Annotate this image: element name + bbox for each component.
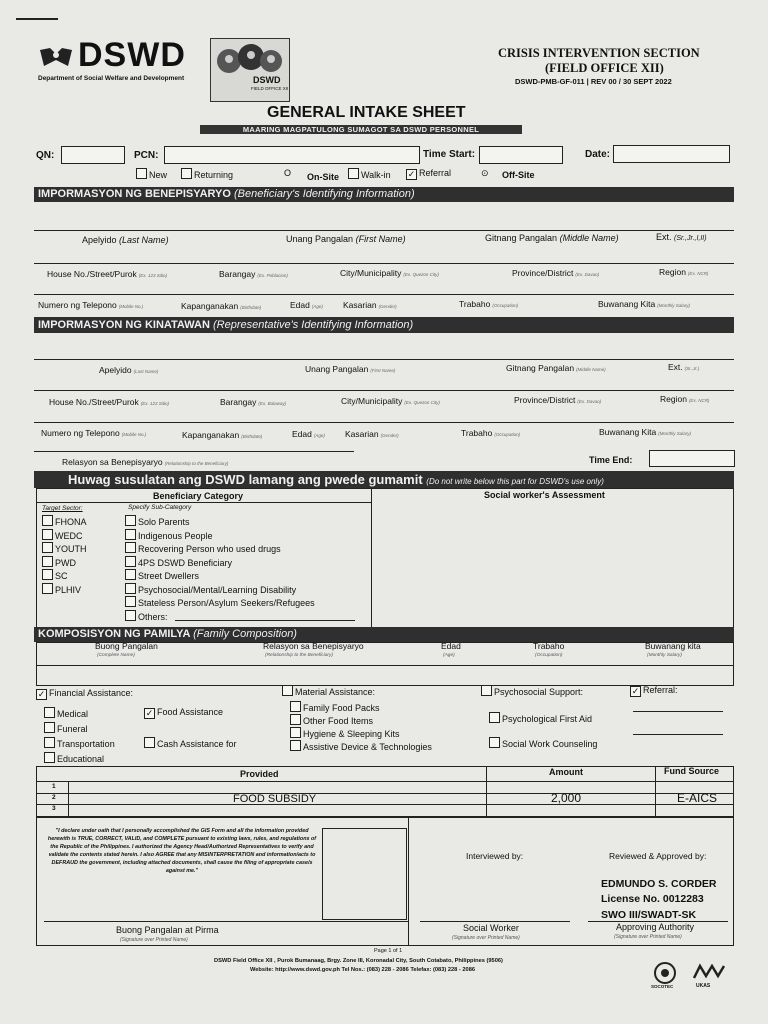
category-header-line xyxy=(36,502,371,503)
family-column-header: Buong Pangalan xyxy=(95,641,158,651)
educational-checkbox[interactable] xyxy=(44,752,104,764)
cash-assistance-label: Cash Assistance for xyxy=(157,739,237,749)
time-end-label: Time End: xyxy=(589,455,633,465)
office-use-bar xyxy=(34,471,734,488)
subcategory-label: Street Dwellers xyxy=(138,571,200,581)
sector-label: FHONA xyxy=(55,517,87,527)
provided-amount[interactable]: 2,000 xyxy=(551,791,582,805)
educational-label: Educational xyxy=(57,754,105,764)
on-site-radio-icon: O xyxy=(284,168,292,178)
beneficiary-city-label: City/Municipality (Ex. Quezon City) xyxy=(340,268,439,278)
beneficiary-gitnang-label: Gitnang Pangalan (Middle Name) xyxy=(485,233,619,243)
representative-section-bar xyxy=(34,317,734,333)
interviewed-by-label: Interviewed by: xyxy=(466,851,524,861)
food-assistance-label: Food Assistance xyxy=(157,707,224,717)
dswd-logo-icon xyxy=(38,46,74,68)
family-column-header: Trabaho xyxy=(533,641,565,651)
family-column-header: Relasyon sa Benepisyaryo xyxy=(263,641,364,651)
new-label: New xyxy=(149,170,168,180)
subcategory-checkbox[interactable] xyxy=(125,529,213,541)
time-start-label: Time Start: xyxy=(423,149,476,160)
category-divider xyxy=(371,488,372,627)
family-bar-sub: (Family Composition) xyxy=(193,628,297,640)
referral-assist-label: Referral: xyxy=(643,685,678,695)
returning-checkbox[interactable] xyxy=(181,168,233,180)
representative-kapanganakan-label: Kapanganakan (Birthdate) xyxy=(182,430,263,440)
check-icon: ✓ xyxy=(37,689,46,699)
representative-bar-title: IMPORMASYON NG KINATAWAN xyxy=(38,319,210,331)
representative-telepono-label: Numero ng Telepono (Mobile No.) xyxy=(41,428,147,438)
subcategory-label: Solo Parents xyxy=(138,517,190,527)
provided-row-number: 1 xyxy=(52,783,56,790)
representative-contact-line xyxy=(34,422,734,423)
material-assistance-label: Material Assistance: xyxy=(295,687,376,697)
approver-license: License No. 0012283 xyxy=(601,893,704,905)
section-title: CRISIS INTERVENTION SECTION xyxy=(498,46,700,60)
subcategory-checkbox[interactable] xyxy=(125,569,199,581)
checkbox-box xyxy=(42,515,53,526)
checkbox-box xyxy=(125,542,136,553)
time-start-input[interactable] xyxy=(479,146,563,164)
cert-left-label: SOCOTEC xyxy=(651,984,674,989)
beneficiary-kapanganakan-label: Kapanganakan (Birthdate) xyxy=(181,301,262,311)
beneficiary-bar-sub: (Beneficiary's Identifying Information) xyxy=(234,188,415,200)
subcategory-label: Others: xyxy=(138,611,168,622)
subcategory-label: Indigenous People xyxy=(138,530,213,541)
reviewed-by-label: Reviewed & Approved by: xyxy=(609,851,707,861)
page-number: Page 1 of 1 xyxy=(374,948,403,954)
seal-sub: FIELD OFFICE XII xyxy=(251,86,289,91)
representative-address-line xyxy=(34,390,734,391)
beneficiary-name-line xyxy=(34,230,734,231)
subcategory-checkbox[interactable] xyxy=(125,542,281,554)
psychosocial-label: Psychosocial Support: xyxy=(494,687,584,697)
family-row-line xyxy=(36,665,733,666)
beneficiary-apelyido-label: Apelyido (Last Name) xyxy=(82,235,169,245)
date-label: Date: xyxy=(585,149,611,160)
referral-line-1 xyxy=(633,711,723,712)
subcategory-checkbox[interactable] xyxy=(125,556,232,568)
representative-bar-sub: (Representative's Identifying Information) xyxy=(213,319,414,331)
representative-ext-label: Ext. (Sr.,Jr.) xyxy=(668,362,700,372)
checkbox-box xyxy=(125,556,136,567)
checkbox-box xyxy=(125,515,136,526)
family-food-label: Family Food Packs xyxy=(303,703,380,713)
checkbox-box xyxy=(42,529,53,540)
representative-house-label: House No./Street/Purok (Ex. 123 Sitio) xyxy=(49,397,170,407)
family-food-checkbox[interactable] xyxy=(290,701,380,713)
family-section-bar xyxy=(34,627,734,642)
amount-header: Amount xyxy=(549,767,583,777)
sector-label: PLHIV xyxy=(55,584,82,595)
off-site-radio[interactable] xyxy=(481,168,489,179)
representative-province-label: Province/District (Ex. Davao) xyxy=(514,395,602,405)
approving-authority-hint: (Signature over Printed Name) xyxy=(614,934,682,940)
representative-name-line xyxy=(34,359,734,360)
provided-row-line xyxy=(36,793,733,794)
representative-unang-label: Unang Pangalan (First Name) xyxy=(305,364,396,374)
beneficiary-region-label: Region (Ex. NCR) xyxy=(659,267,709,277)
thumbmark-box[interactable] xyxy=(322,828,407,920)
subcategory-label: Recovering Person who used drugs xyxy=(138,544,281,554)
sector-label: SC xyxy=(55,571,68,581)
assessment-header: Social worker's Assessment xyxy=(484,490,605,500)
field-office-seal xyxy=(210,38,290,102)
time-end-input[interactable] xyxy=(649,450,735,467)
assessment-input[interactable] xyxy=(374,503,729,623)
signature-divider xyxy=(408,816,409,945)
other-food-label: Other Food Items xyxy=(303,716,374,726)
checkbox-box xyxy=(125,529,136,540)
representative-apelyido-label: Apelyido (Last Name) xyxy=(99,365,159,375)
subcategory-label: Psychosocial/Mental/Learning Disability xyxy=(138,584,297,595)
swc-checkbox[interactable] xyxy=(489,737,597,749)
provided-row-line xyxy=(36,804,733,805)
representative-kasarian-label: Kasarian (Gender) xyxy=(345,429,399,439)
office-use-bar-title: Huwag susulatan ang DSWD lamang ang pwede gumamit xyxy=(68,472,423,487)
representative-edad-label: Edad (Age) xyxy=(292,429,325,439)
sector-checkbox[interactable] xyxy=(42,542,87,554)
family-column-header: Edad xyxy=(441,641,461,651)
funeral-checkbox[interactable] xyxy=(44,722,88,734)
provided-amount-divider xyxy=(486,766,487,817)
hygiene-checkbox[interactable] xyxy=(290,727,400,739)
sector-checkbox[interactable] xyxy=(42,569,68,581)
representative-barangay-label: Barangay (Ex. Balaway) xyxy=(220,397,287,407)
checkbox-box xyxy=(42,583,53,594)
seal-graphic-icon xyxy=(211,39,289,79)
beneficiary-section-bar xyxy=(34,187,734,202)
family-column-hint: (Relationship to the Beneficiary) xyxy=(265,653,333,658)
sector-checkbox[interactable] xyxy=(42,515,87,527)
representative-region-label: Region (Ex. NCR) xyxy=(660,394,710,404)
approver-position: SWO III/SWADT-SK xyxy=(601,909,697,921)
beneficiary-province-label: Province/District (Ex. Davao) xyxy=(512,268,600,278)
checkbox-box xyxy=(42,542,53,553)
target-sector-label: Target Sector: xyxy=(42,505,83,512)
subcategory-label: 4PS DSWD Beneficiary xyxy=(138,557,233,568)
psychosocial-checkbox[interactable] xyxy=(481,685,583,697)
provided-item[interactable]: FOOD SUBSIDY xyxy=(233,793,317,805)
cash-assistance-checkbox[interactable] xyxy=(144,737,237,749)
representative-city-label: City/Municipality (Ex. Quezon City) xyxy=(341,396,440,406)
date-input[interactable] xyxy=(613,145,730,163)
check-icon: ✓ xyxy=(145,708,154,718)
checkbox-box xyxy=(125,610,136,621)
provided-row-number: 3 xyxy=(52,805,56,812)
dswd-logo-sub: Department of Social Welfare and Development xyxy=(38,75,185,82)
form-title: GENERAL INTAKE SHEET xyxy=(267,104,466,121)
qn-label: QN: xyxy=(36,150,55,161)
beneficiary-telepono-label: Numero ng Telepono (Mobile No.) xyxy=(38,300,144,310)
returning-label: Returning xyxy=(194,170,234,180)
on-site-radio[interactable] xyxy=(284,168,291,178)
on-site-label: On-Site xyxy=(307,172,340,182)
representative-gitnang-label: Gitnang Pangalan (Middle Name) xyxy=(506,363,606,373)
beneficiary-barangay-label: Barangay (Ex. Poblacion) xyxy=(219,269,288,279)
qn-input[interactable] xyxy=(61,146,125,164)
category-header: Beneficiary Category xyxy=(153,491,244,501)
ukas-cert-logo xyxy=(692,962,728,992)
off-site-label: Off-Site xyxy=(502,170,535,180)
form-code: DSWD-PMB-GF-011 | REV 00 / 30 SEPT 2022 xyxy=(515,77,672,86)
family-column-hint: (Age) xyxy=(443,653,455,658)
subcategory-checkbox[interactable] xyxy=(125,610,168,622)
provided-no-divider xyxy=(68,781,69,817)
representative-relasyon-line xyxy=(34,451,354,452)
approving-authority-label: Approving Authority xyxy=(616,922,695,932)
checkbox-box xyxy=(42,569,53,580)
transportation-label: Transportation xyxy=(57,739,115,749)
subcategory-checkbox[interactable] xyxy=(125,515,190,527)
beneficiary-trabaho-label: Trabaho (Occupation) xyxy=(459,299,519,309)
family-column-hint: (Occupation) xyxy=(535,653,563,658)
cert-right-label: UKAS xyxy=(696,983,711,989)
declaration-text: "I declare under oath that I personally accomplished the GIS Form and all the information provided herewith is TRUE, CORRECT, VALID, and COMPLETE pursuant to existing laws, rules, and regulations of the Republic of the Philippines. I authorized the Agency Head/Authorized Representatives to verify and validate the contents stated herein. I also AGREE that any MISINTERPRETATION and information/acts to DEFRAUD the government, including attached documents, shall cause the filing of appropriate case/s against me." xyxy=(47,828,317,874)
beneficiary-unang-label: Unang Pangalan (First Name) xyxy=(286,234,406,244)
checkbox-box xyxy=(42,556,53,567)
sector-label: WEDC xyxy=(55,530,83,541)
client-signature-line xyxy=(44,921,408,922)
referral-assist-checkbox[interactable] xyxy=(630,685,678,697)
beneficiary-house-label: House No./Street/Purok (Ex. 123 Sitio) xyxy=(47,269,168,279)
assistive-label: Assistive Device & Technologies xyxy=(303,742,432,752)
sector-label: PWD xyxy=(55,557,76,568)
swc-label: Social Work Counseling xyxy=(502,739,598,749)
certification-icon xyxy=(651,962,679,984)
sector-label: YOUTH xyxy=(55,544,87,554)
pcn-input[interactable] xyxy=(164,146,420,164)
check-icon: ✓ xyxy=(631,686,640,696)
fund-header: Fund Source xyxy=(664,766,720,776)
pfa-label: Psychological First Aid xyxy=(502,714,593,724)
ukas-crown-icon xyxy=(692,962,726,982)
family-column-hint: (Complete Name) xyxy=(97,653,135,658)
off-site-radio-icon: ⊙ xyxy=(481,168,489,178)
social-worker-line xyxy=(420,921,570,922)
pfa-checkbox[interactable] xyxy=(489,712,592,724)
social-worker-label: Social Worker xyxy=(463,923,519,933)
sub-category-label: Specify Sub-Category xyxy=(128,504,192,511)
food-assistance-checkbox[interactable] xyxy=(144,707,223,719)
medical-checkbox[interactable] xyxy=(44,707,88,719)
other-food-checkbox[interactable] xyxy=(290,714,373,726)
representative-trabaho-label: Trabaho (Occupation) xyxy=(461,428,521,438)
pcn-label: PCN: xyxy=(134,150,159,161)
beneficiary-bar-title: IMPORMASYON NG BENEPISYARYO xyxy=(38,188,231,200)
beneficiary-edad-label: Edad (Age) xyxy=(290,300,323,310)
referral-line-2 xyxy=(633,734,723,735)
financial-assistance-label: Financial Assistance: xyxy=(49,688,134,698)
assistive-checkbox[interactable] xyxy=(290,740,432,752)
approver-name: EDMUNDO S. CORDER xyxy=(601,878,717,890)
corner-mark xyxy=(16,18,58,20)
transportation-checkbox[interactable] xyxy=(44,737,115,749)
subcategory-checkbox[interactable] xyxy=(125,596,315,608)
seal-label: DSWD xyxy=(253,75,281,85)
provided-table xyxy=(36,766,734,818)
office-use-bar-sub: (Do not write below this part for DSWD's use only) xyxy=(426,477,604,486)
representative-kita-label: Buwanang Kita (Monthly Salary) xyxy=(599,427,691,437)
hygiene-label: Hygiene & Sleeping Kits xyxy=(303,729,400,739)
family-column-header: Buwanang kita xyxy=(645,641,701,651)
provided-fund-divider xyxy=(655,766,656,817)
provided-fund-source[interactable]: E-AICS xyxy=(677,791,718,805)
medical-label: Medical xyxy=(57,709,89,719)
provided-row-number: 2 xyxy=(52,794,56,801)
family-column-hint: (Monthly Salary) xyxy=(647,653,682,658)
beneficiary-kita-label: Buwanang Kita (Monthly Salary) xyxy=(598,299,690,309)
sector-checkbox[interactable] xyxy=(42,529,83,541)
funeral-label: Funeral xyxy=(57,724,88,734)
material-assistance-checkbox[interactable] xyxy=(282,685,375,697)
referral-label: Referral xyxy=(419,168,452,178)
provided-header-line xyxy=(36,781,733,782)
new-checkbox[interactable] xyxy=(136,168,167,180)
footer-address: DSWD Field Office XII , Purok Bumanaag, Brgy. Zone III, Koronadal City, South Cotabato, Philippines (9506) xyxy=(214,958,503,964)
provided-header: Provided xyxy=(240,769,279,779)
financial-assistance-checkbox[interactable] xyxy=(36,688,133,700)
beneficiary-ext-label: Ext. (Sr.,Jr.,I,II) xyxy=(656,232,707,242)
field-office-label: (FIELD OFFICE XII) xyxy=(545,61,664,75)
beneficiary-address-line xyxy=(34,263,734,264)
dswd-logo-text: DSWD xyxy=(78,36,186,74)
social-worker-hint: (Signature over Printed Name) xyxy=(452,935,520,941)
sector-checkbox[interactable] xyxy=(42,556,76,568)
socotec-cert-logo xyxy=(651,962,683,992)
checkbox-box xyxy=(125,569,136,580)
referral-checkbox[interactable] xyxy=(406,168,451,180)
walk-in-checkbox[interactable] xyxy=(348,168,391,180)
family-bar-title: KOMPOSISYON NG PAMILYA xyxy=(38,628,190,640)
checkbox-box xyxy=(125,596,136,607)
walk-in-label: Walk-in xyxy=(361,170,391,180)
others-line xyxy=(175,620,355,621)
subcategory-label: Stateless Person/Asylum Seekers/Refugees xyxy=(138,598,315,608)
footer-contact: Website: http://www.dswd.gov.ph Tel Nos.: (083) 228 - 2086 Telefax: (083) 228 - 2086 xyxy=(250,967,476,973)
client-signature-hint: (Signature over Printed Name) xyxy=(120,937,188,943)
subcategory-checkbox[interactable] xyxy=(125,583,296,595)
client-signature-label: Buong Pangalan at Pirma xyxy=(116,925,219,935)
representative-relasyon-label: Relasyon sa Benepisyaryo (Relationship to the Beneficiary) xyxy=(62,457,229,467)
beneficiary-contact-line xyxy=(34,294,734,295)
form-subtitle: MAARING MAGPATULONG SUMAGOT SA DSWD PERSONNEL xyxy=(200,125,522,134)
checkbox-box xyxy=(125,583,136,594)
check-icon: ✓ xyxy=(407,169,416,179)
sector-checkbox[interactable] xyxy=(42,583,81,595)
beneficiary-kasarian-label: Kasarian (Gender) xyxy=(343,300,397,310)
